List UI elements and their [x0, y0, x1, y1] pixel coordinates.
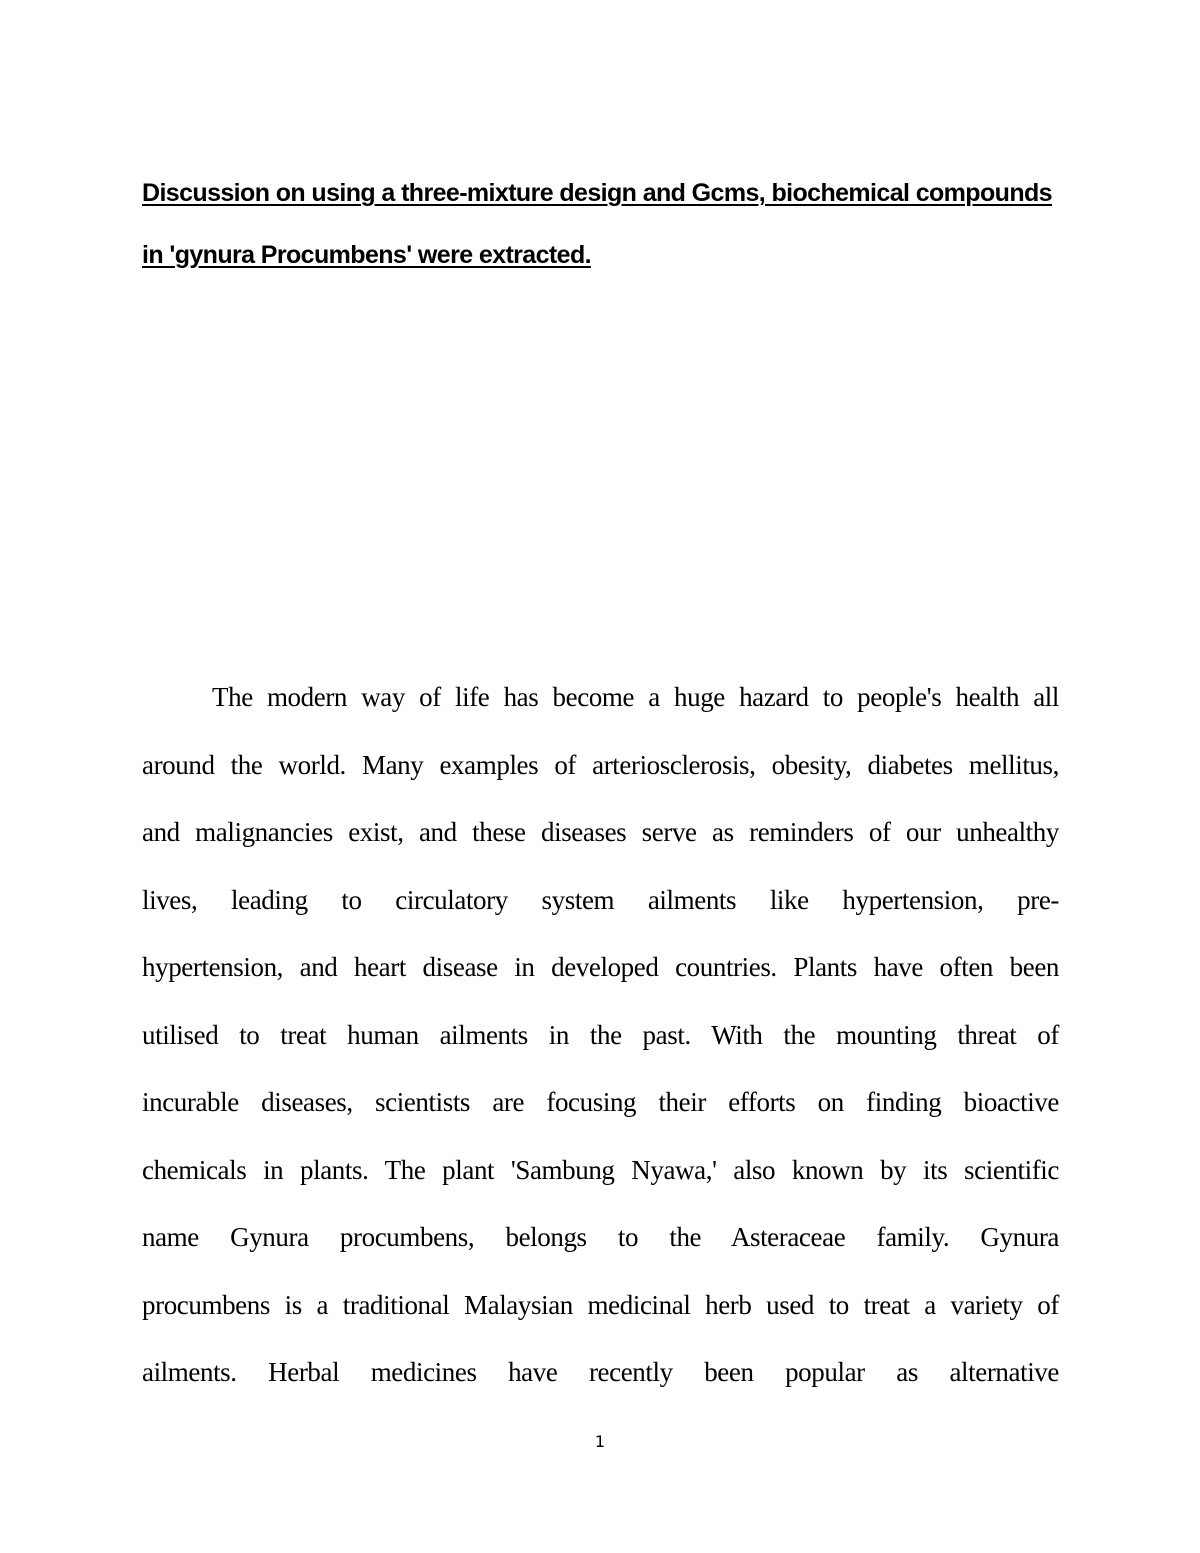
body-line: and malignancies exist, and these diseases serve as reminders of our unhealthy [142, 817, 1059, 847]
document-title [142, 162, 1062, 286]
body-line: lives, leading to circulatory system ailments like hypertension, pre- [142, 884, 1059, 915]
body-line: utilised to treat human ailments in the past. With the mounting threat of [142, 1019, 1059, 1050]
body-line: procumbens is a traditional Malaysian medicinal herb used to treat a variety of [142, 1289, 1059, 1320]
body-line: ailments. Herbal medicines have recently been popular as alternative [142, 1357, 1059, 1387]
page-number: 1 [594, 1432, 606, 1451]
title-line: Discussion on using a three-mixture design and Gcms, biochemical compounds [142, 179, 1052, 207]
body-line: chemicals in plants. The plant 'Sambung Nyawa,' also known by its scientific [142, 1154, 1059, 1185]
body-line: name Gynura procumbens, belongs to the Asteraceae family. Gynura [142, 1222, 1059, 1252]
body-line: hypertension, and heart disease in developed countries. Plants have often been [142, 952, 1059, 982]
body-paragraph [142, 664, 1059, 1407]
body-line: around the world. Many examples of arteriosclerosis, obesity, diabetes mellitus, [142, 749, 1059, 780]
body-line: The modern way of life has become a huge hazard to people's health all [212, 682, 1059, 712]
body-line: incurable diseases, scientists are focusing their efforts on finding bioactive [142, 1087, 1059, 1117]
title-line: in 'gynura Procumbens' were extracted. [142, 241, 591, 269]
